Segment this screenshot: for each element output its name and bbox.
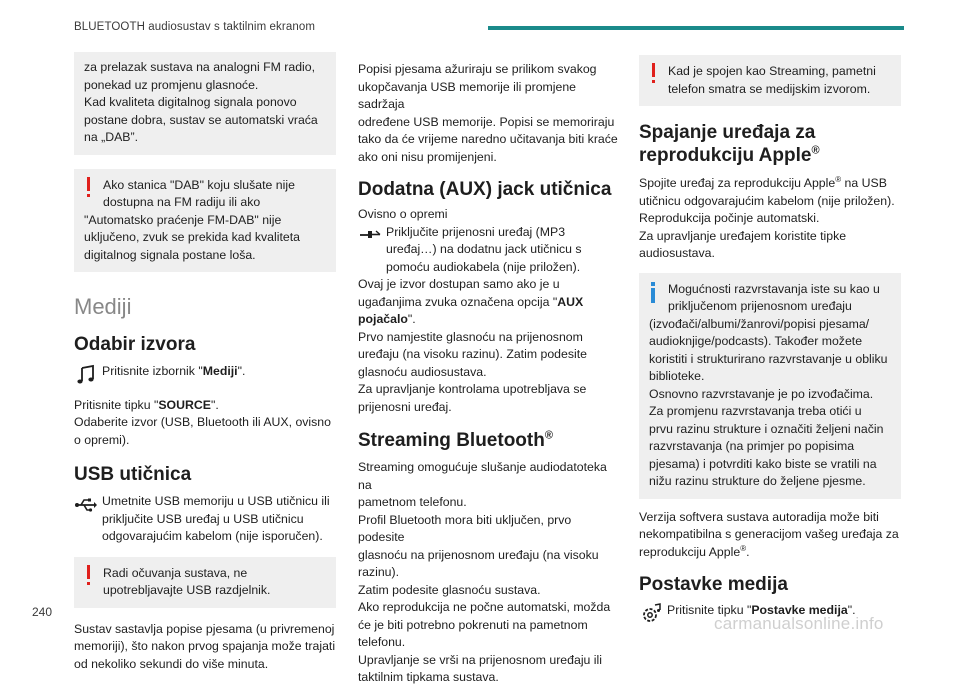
text-line: Reprodukcija počinje automatski. <box>639 211 820 225</box>
text-line: od nekoliko sekundi do više minuta. <box>74 656 269 671</box>
text-line: Sustav sastavlja popise pjesama (u privremenoj <box>74 621 335 636</box>
key-name-source: SOURCE <box>158 397 211 412</box>
text-line: Pritisnite tipku "Postavke medija". <box>667 603 856 617</box>
text-line: priključenom prijenosnom uređaju <box>668 299 852 313</box>
text-line: taktilnim tipkama sustava. <box>358 670 499 684</box>
text-line: Za upravljanje uređajem koristite tipke <box>639 228 847 243</box>
warning-box-streaming <box>639 55 901 106</box>
text-line: Verzija softvera sustava autoradija može biti <box>639 509 879 524</box>
text-line: o opremi). <box>74 432 130 447</box>
text-line: Upravljanje se vrši na prijenosnom uređaju ili <box>358 652 603 667</box>
text-line: Spojite uređaj za reprodukciju Apple® na USB <box>639 174 887 190</box>
text-line: Pritisnite tipku "SOURCE". <box>74 397 219 412</box>
text-line: Mogućnosti razvrstavanja iste su kao u <box>668 281 880 296</box>
heading-apple-device: Spajanje uređaja za reprodukciju Apple® <box>639 122 820 166</box>
text-line: audioknjige/podcasts). Također možete <box>649 334 863 348</box>
header-accent-bar <box>488 26 904 30</box>
text-line: prijenosni uređaj. <box>358 399 452 414</box>
text-line: Kad je spojen kao Streaming, pametni <box>668 64 876 78</box>
text-line: telefon smatra se medijskim izvorom. <box>668 81 871 96</box>
text-line: upotrebljavajte USB razdjelnik. <box>103 583 271 597</box>
text-line: telefonu. <box>358 635 406 649</box>
watermark: carmanualsonline.info <box>714 614 884 633</box>
key-name-postavke-medija: Postavke medija <box>751 603 848 617</box>
text-line: ponekad uz promjenu glasnoće. <box>84 77 259 92</box>
text-line: određene USB memorije. Popisi se memoriraju <box>358 114 615 129</box>
heading-odabir-izvora: Odabir izvora <box>74 333 196 355</box>
text-line: na „DAB”. <box>84 130 138 144</box>
text-line: odgovarajućim kabelom (nije isporučen). <box>102 529 323 543</box>
text-line: pojačalo". <box>358 312 416 326</box>
text-line: Profil Bluetooth mora biti uključen, prvo podesite <box>358 512 572 544</box>
text-line: Ako reprodukcija ne počne automatski, možda <box>358 600 611 614</box>
text-line: Za promjenu razvrstavanja treba otići u <box>649 404 862 418</box>
text-line: Odaberite izvor (USB, Bluetooth ili AUX, ovisno <box>74 415 331 429</box>
info-box-sorting <box>639 273 901 499</box>
column-2 <box>358 61 620 687</box>
music-note-icon <box>74 363 98 387</box>
text-line: Ako stanica "DAB" koju slušate nije <box>103 177 295 192</box>
text-line: pomoću audiokabela (nije priložen). <box>386 259 581 274</box>
text-line: uređaj…) na dodatnu jack utičnicu s <box>386 242 582 256</box>
text-line: (izvođači/albumi/žanrovi/popisi pjesama/ <box>649 316 870 331</box>
media-settings-icon <box>639 602 663 626</box>
instruction-usb <box>74 493 336 546</box>
text-line: Popisi pjesama ažuriraju se prilikom svakog <box>358 62 597 76</box>
text-line: Umetnite USB memoriju u USB utičnicu ili <box>102 494 330 508</box>
text-line: Ovaj je izvor dostupan samo ako je u <box>358 277 560 291</box>
text-line: uređaju (na visoku razinu). Zatim podesite <box>358 347 587 361</box>
page-number: 240 <box>32 605 53 619</box>
text-line: glasnoću audiosustava. <box>358 364 487 379</box>
text-line: Kad kvaliteta digitalnog signala ponovo <box>84 95 297 109</box>
info-icon <box>651 282 656 304</box>
text-line: Ovisno o opremi <box>358 207 448 221</box>
warning-icon <box>86 565 91 587</box>
text-line: utičnicu odgovarajućim kabelom (nije priložen). <box>639 193 895 208</box>
heading-postavke-medija: Postavke medija <box>639 574 788 595</box>
heading-streaming-bluetooth: Streaming Bluetooth® <box>358 429 553 451</box>
text-line: ugađanjima zvuka označena opcija "AUX <box>358 294 584 309</box>
text-line: Za upravljanje kontrolama upotrebljava se <box>358 382 587 396</box>
warning-box-dab <box>74 169 336 273</box>
text-line: Streaming omogućuje slušanje audiodatoteka na <box>358 460 607 492</box>
text-line: će je biti potrebno pokrenuti na pametnom <box>358 617 588 632</box>
text-line: priključite USB uređaj u USB utičnicu <box>102 511 304 526</box>
text-line: memoriji), što nakon prvog spajanja može trajati <box>74 639 336 653</box>
note-box-fm-fallback <box>74 52 336 155</box>
heading-usb-uticnica: USB utičnica <box>74 464 192 485</box>
text-line: tako da će vrijeme naredno učitavanja biti kraće <box>358 132 618 146</box>
text-line: Zatim podesite glasnoću sustava. <box>358 582 541 597</box>
text-line: Priključite prijenosni uređaj (MP3 <box>386 224 566 239</box>
page-header-title: BLUETOOTH audiosustav s taktilnim ekranom <box>74 21 316 33</box>
instruction-aux <box>358 224 620 277</box>
jack-plug-icon <box>358 222 382 246</box>
text-line: nižu razinu strukture do željene pjesme. <box>649 474 866 488</box>
heading-aux-jack: Dodatna (AUX) jack utičnica <box>358 179 612 200</box>
menu-name-mediji: Mediji <box>202 363 238 378</box>
text-line: Radi očuvanja sustava, ne <box>103 565 248 580</box>
text-line: pametnom telefonu. <box>358 495 467 509</box>
warning-icon <box>86 177 91 199</box>
text-line: koristiti i strukturirano razvrstavanje u obliku <box>649 351 888 366</box>
warning-icon <box>651 63 656 85</box>
option-name-pojacalo: pojačalo <box>358 312 408 326</box>
text-line: dostupna na FM radiju ili ako <box>103 195 261 209</box>
text-line: biblioteke. <box>649 369 705 383</box>
usb-icon <box>74 493 98 517</box>
text-line: prvu razinu strukture i označiti željeni način <box>649 421 884 436</box>
text-line: ukopčavanja USB memorije ili promjene sadržaja <box>358 79 577 111</box>
instruction-odabir <box>74 363 336 393</box>
text-line: reprodukciju Apple®. <box>639 543 750 559</box>
section-title-mediji: Mediji <box>74 294 132 319</box>
option-name-aux: AUX <box>557 294 584 309</box>
text-line: razinu). <box>358 565 400 579</box>
text-line: razvrstavanja (na primjer po popisima <box>649 439 855 453</box>
text-line: "Automatsko praćenje FM-DAB" nije <box>84 212 282 227</box>
text-line: pjesama) i potvrditi kako biste se vratili na <box>649 456 877 471</box>
text-line: Prvo namjestite glasnoću na prijenosnom <box>358 329 583 344</box>
text-line: glasnoću na prijenosnom uređaju (na visoku <box>358 547 599 562</box>
warning-box-usb-hub <box>74 557 336 608</box>
text-line: ako oni nisu promijenjeni. <box>358 149 497 164</box>
text-line: nekompatibilna s generacijom vašeg uređaja za <box>639 527 899 541</box>
text-line: audiosustava. <box>639 246 715 260</box>
text-line: digitalnog signala postane loša. <box>84 247 256 262</box>
text-line: Pritisnite izbornik "Mediji". <box>102 363 246 378</box>
column-3 <box>639 52 901 632</box>
text-line: postane dobra, sustav se automatski vraća <box>84 112 318 127</box>
text-line: uključeno, zvuk se prekida kad kvaliteta <box>84 230 300 244</box>
column-1 <box>74 52 336 673</box>
text-line: za prelazak sustava na analogni FM radio, <box>84 60 316 74</box>
text-line: Osnovno razvrstavanje je po izvođačima. <box>649 386 874 401</box>
